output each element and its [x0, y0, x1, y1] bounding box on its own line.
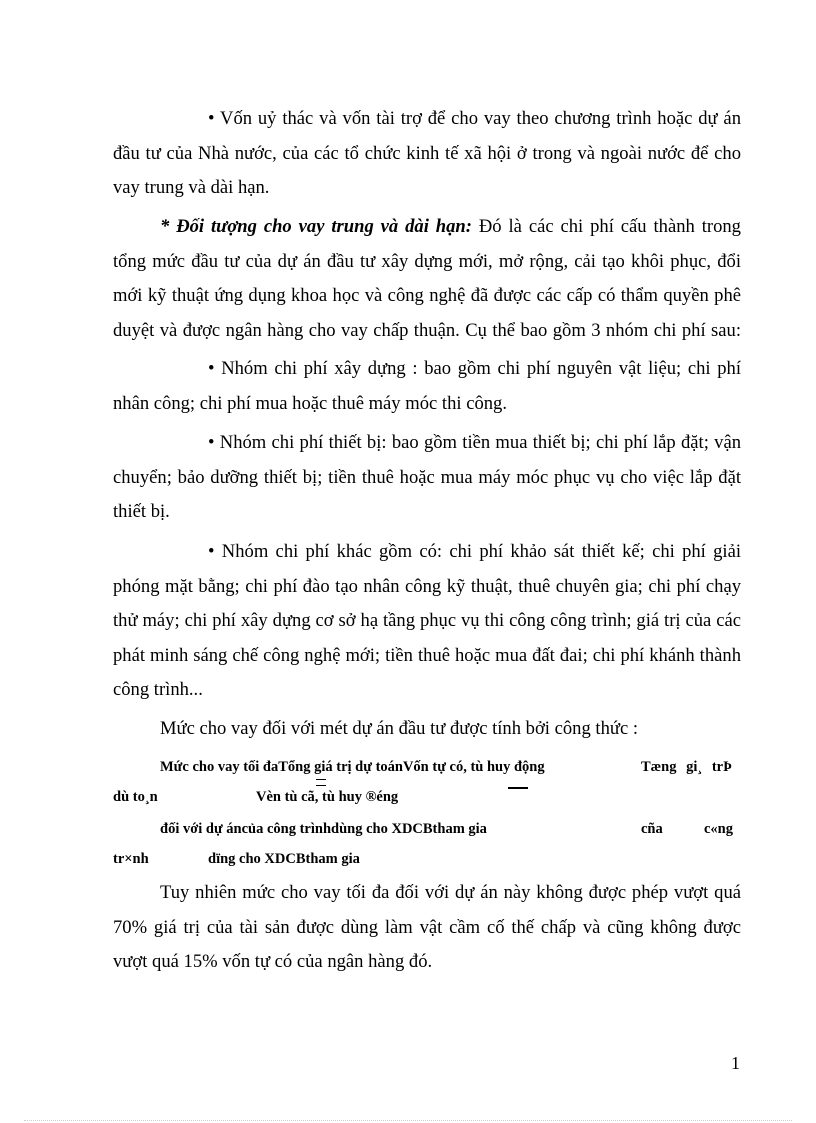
minus-sign: [508, 787, 528, 789]
bold-heading: * Đối tượng cho vay trung và dài hạn:: [160, 216, 472, 237]
text-line: phóng mặt bằng; chi phí đào tạo nhân công kỹ thuật, thuê chuyên gia; chi phí chạy: [113, 575, 741, 597]
paragraph-lending-limit: [113, 876, 741, 980]
text-line: Tuy nhiên mức cho vay tối đa đối với dự án này không được phép vượt quá: [160, 882, 741, 903]
paragraph-other-costs: [113, 535, 741, 708]
text-line: vượt quá 15% vốn tự có của ngân hàng đó.: [113, 951, 433, 972]
text-line: • Vốn uỷ thác và vốn tài trợ để cho vay theo chương trình hoặc dự án: [208, 108, 741, 129]
text-line: đầu tư của Nhà nước, của các tổ chức kinh tế xã hội ở trong và ngoài nước để cho: [113, 142, 741, 164]
formula-row1-right: Tæng gi¸ trÞ: [641, 759, 732, 775]
formula-row2-center: Vèn tù cã, tù huy ®éng: [256, 789, 399, 805]
text-line: phát minh sáng chế công nghệ mới; tiền thuê hoặc mua đất đai; chi phí khánh thành: [113, 644, 741, 666]
formula-row4-left: tr×nh: [113, 851, 149, 867]
paragraph-construction-costs: [113, 352, 741, 421]
text-line: • Nhóm chi phí khác gồm có: chi phí khảo sát thiết kế; chi phí giải: [208, 541, 741, 562]
text-line: vay trung và dài hạn.: [113, 177, 270, 198]
text-line: chuyển; bảo dưỡng thiết bị; tiền thuê hoặc mua máy móc phục vụ cho việc lắp đặt: [113, 466, 741, 488]
paragraph-lending-objects: [113, 210, 741, 348]
page-bottom-border: [24, 1120, 792, 1121]
formula-row3-main: đối với dự áncủa công trìnhdùng cho XDCBtham gia: [160, 821, 487, 837]
text-line: duyệt và được ngân hàng cho vay chấp thuận. Cụ thể bao gồm 3 nhóm chi phí sau:: [113, 319, 741, 341]
formula-row3-mid: cña: [641, 821, 663, 837]
text-line: • Nhóm chi phí thiết bị: bao gồm tiền mua thiết bị; chi phí lắp đặt; vận: [208, 432, 741, 453]
text-line: thử máy; chi phí xây dựng cơ sở hạ tầng phục vụ thi công công trình; giá trị của các: [113, 610, 741, 631]
text-line: Mức cho vay đối với mét dự án đầu tư được tính bởi công thức :: [160, 718, 639, 739]
paragraph-trust-funds: [113, 102, 741, 206]
formula-row2-left: dù to¸n: [113, 789, 158, 805]
formula-row4-center: dïng cho XDCBtham gia: [208, 851, 360, 867]
formula-row1-main: Mức cho vay tối đaTổng giá trị dự toánVốn tự có, tù huy động: [160, 759, 545, 775]
page-number: 1: [731, 1053, 740, 1073]
paragraph-formula-intro: [113, 712, 741, 747]
heading-rest: Đó là các chi phí cấu thành trong: [471, 216, 741, 237]
paragraph-equipment-costs: [113, 426, 741, 530]
text-line: • Nhóm chi phí xây dựng : bao gồm chi phí nguyên vật liệu; chi phí: [208, 358, 741, 379]
text-line: tổng mức đầu tư của dự án đầu tư xây dựng mới, mở rộng, cải tạo khôi phục, đổi: [113, 250, 741, 272]
formula-row3-right: c«ng: [704, 821, 733, 837]
text-line: thiết bị.: [113, 501, 170, 522]
equals-sign: [316, 779, 326, 791]
text-line: công trình...: [113, 679, 203, 700]
text-line: mới kỹ thuật ứng dụng khoa học và công nghệ đã được các cấp có thẩm quyền phê: [113, 285, 741, 306]
text-line: 70% giá trị của tài sản được dùng làm vật cầm cố thế chấp và cũng không được: [113, 916, 741, 938]
text-line: [113, 210, 741, 245]
text-line: nhân công; chi phí mua hoặc thuê máy móc thi công.: [113, 392, 507, 414]
